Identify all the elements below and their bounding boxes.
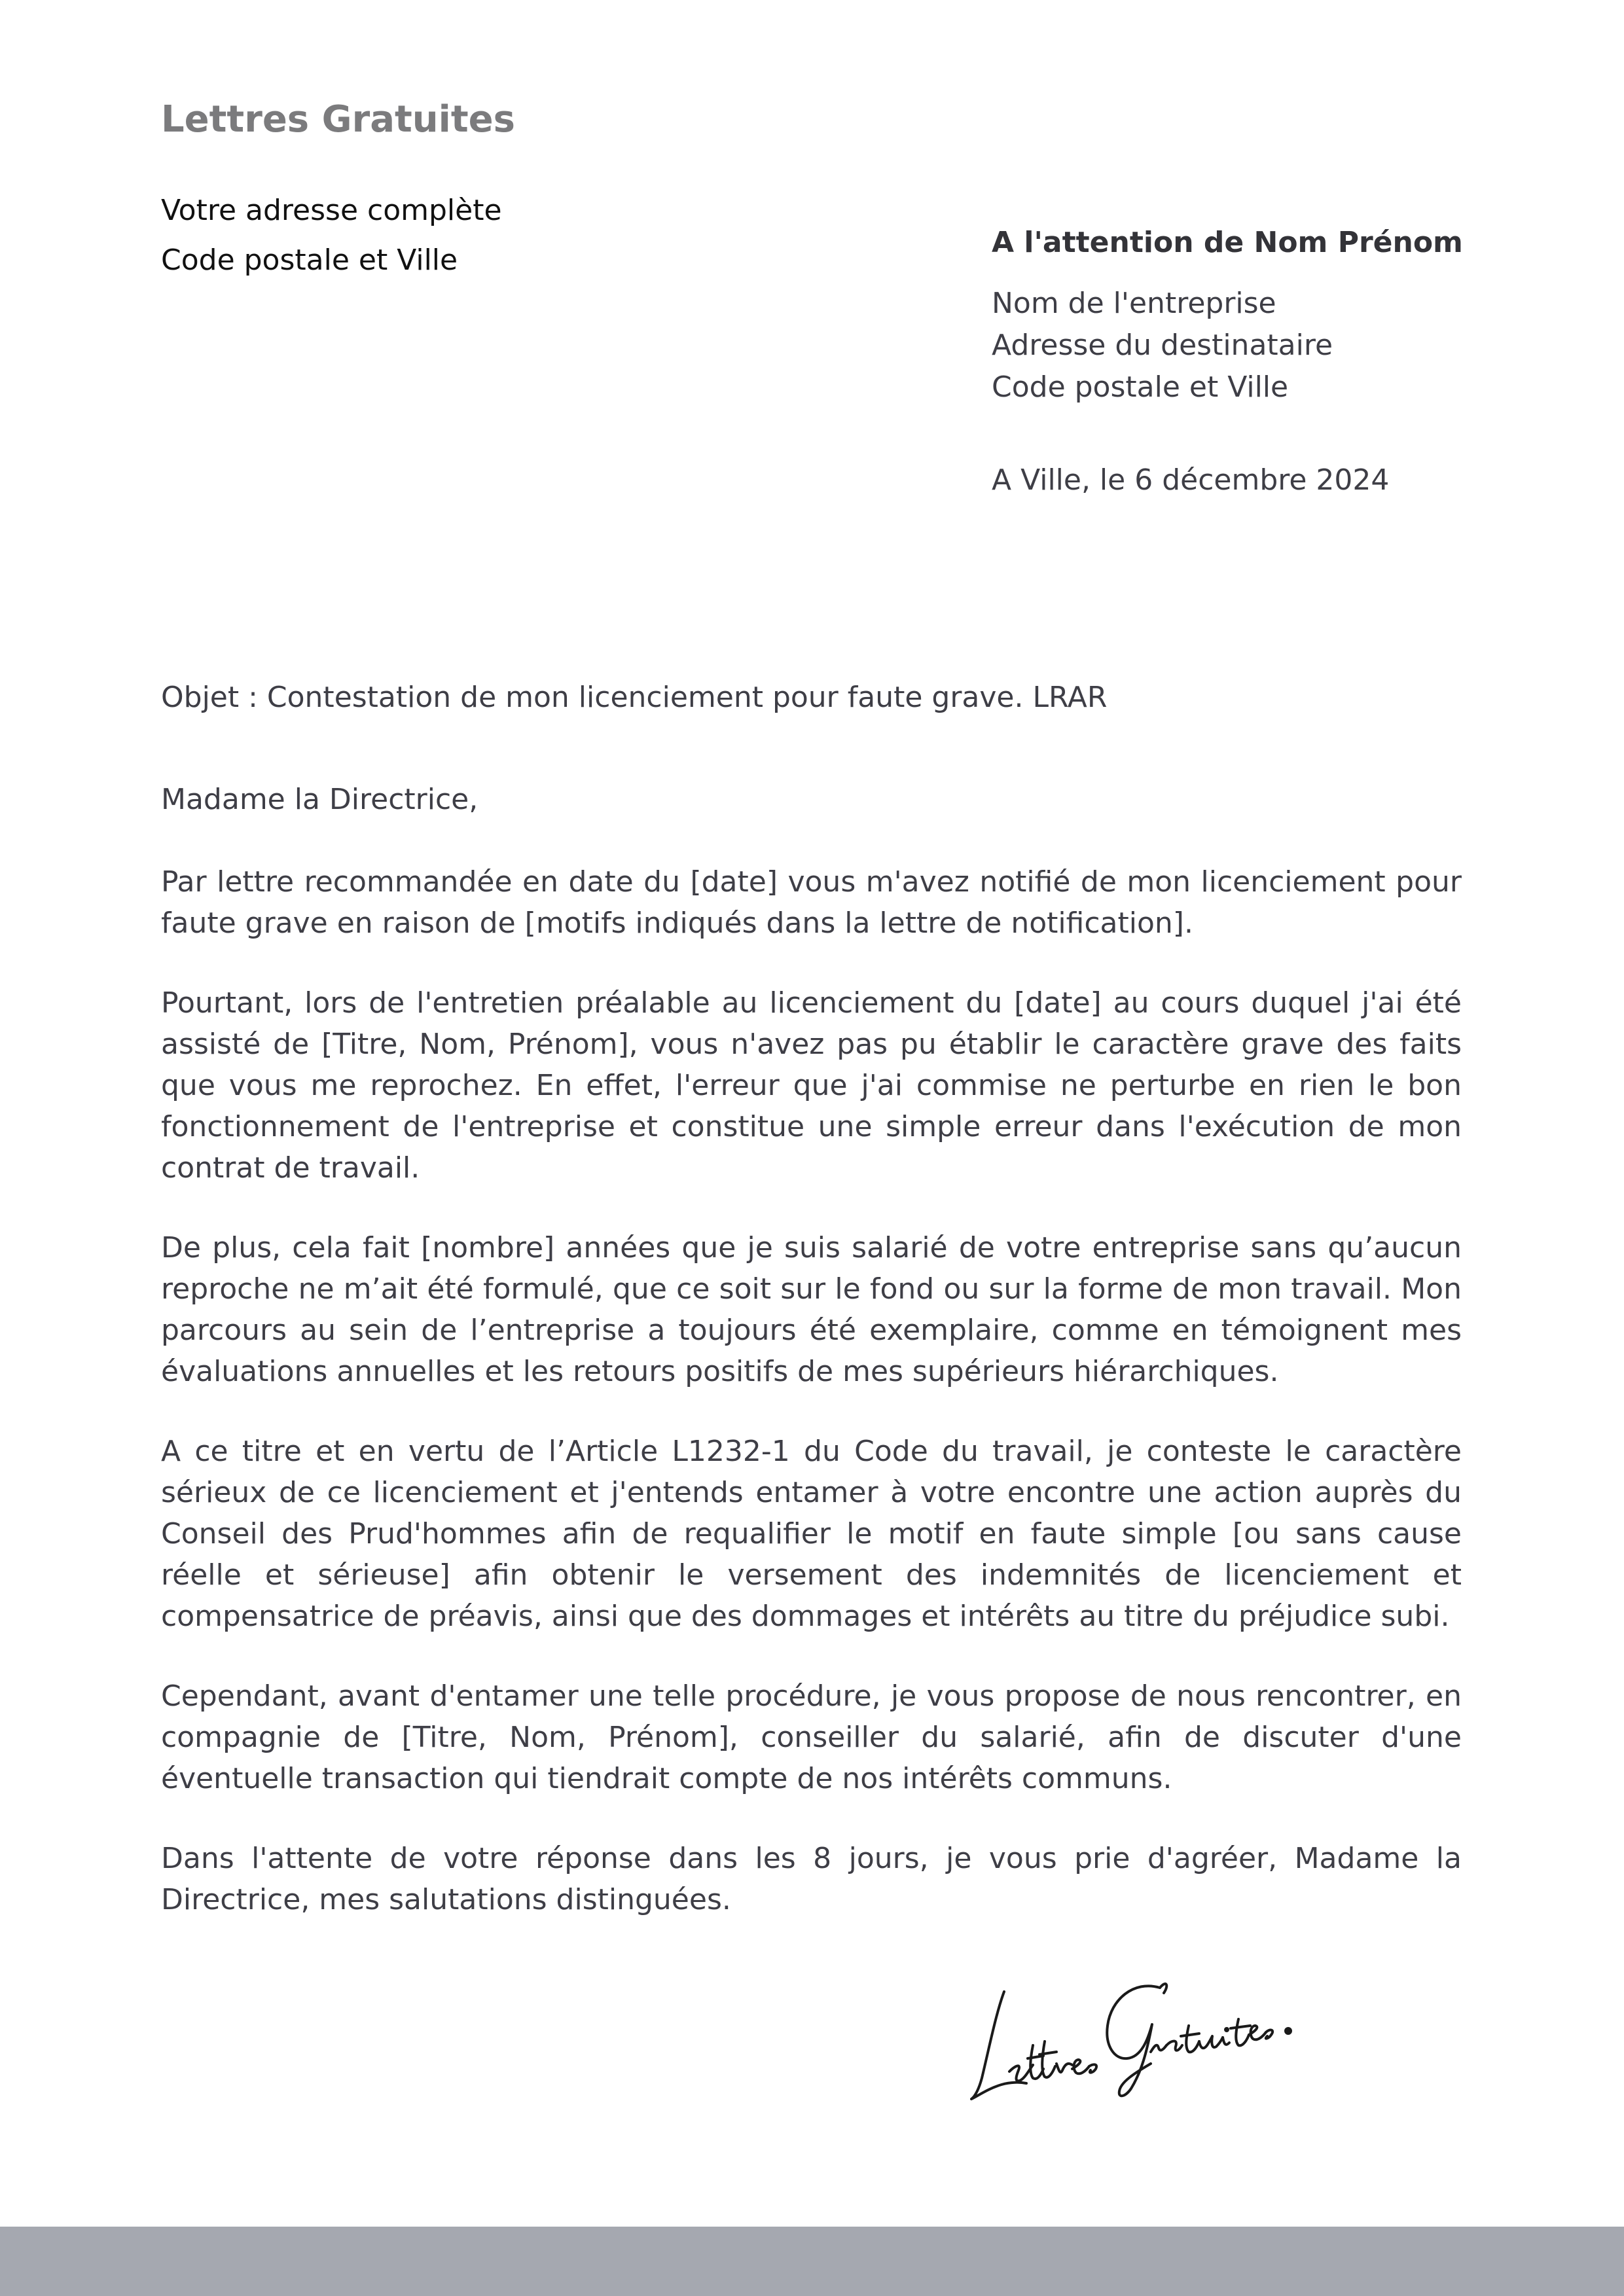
salutation: Madame la Directrice, <box>161 783 478 816</box>
sender-address <box>161 186 502 285</box>
recipient-attention: A l'attention de Nom Prénom <box>992 226 1463 259</box>
sender-city-line: Code postale et Ville <box>161 243 458 277</box>
handwritten-signature <box>970 1954 1337 2111</box>
subject-line: Objet : Contestation de mon licenciement pour faute grave. LRAR <box>161 681 1108 714</box>
body-paragraph: Par lettre recommandée en date du [date] vous m'avez notifié de mon licenciement pour faute grave en raison de [motifs indiqués dans la lettre de notification]. <box>161 865 1462 940</box>
body-paragraph: A ce titre et en vertu de l’Article L1232-1 du Code du travail, je conteste le caractère sérieux de ce licenciement et j'entends entamer à votre encontre une action auprès du Conseil des Prud'hommes afin de requalifier le motif en faute simple [ou sans cause réelle et sérieuse] afin obtenir le versement des indemnités de licenciement et compensatrice de préavis, ainsi que des dommages et intérêts au titre du préjudice subi. <box>161 1435 1462 1633</box>
body-paragraph: Pourtant, lors de l'entretien préalable au licenciement du [date] au cours duquel j'ai été assisté de [Titre, Nom, Prénom], vous n'avez pas pu établir le caractère grave des faits que vous me reprochez. En effet, l'erreur que j'ai commise ne perturbe en rien le bon fonctionnement de l'entreprise et constitue une simple erreur dans l'exécution de mon contrat de travail. <box>161 986 1462 1185</box>
body-paragraph: Cependant, avant d'entamer une telle procédure, je vous propose de nous rencontrer, en compagnie de [Titre, Nom, Prénom], conseiller du salarié, afin de discuter d'une éventuelle transaction qui tiendrait compte de nos intérêts communs. <box>161 1679 1462 1795</box>
recipient-address: Adresse du destinataire <box>992 329 1333 362</box>
footer-bar <box>0 2227 1624 2296</box>
body-paragraph: Dans l'attente de votre réponse dans les 8 jours, je vous prie d'agréer, Madame la Directrice, mes salutations distinguées. <box>161 1842 1462 1916</box>
letter-body <box>161 861 1462 1959</box>
recipient-company: Nom de l'entreprise <box>992 287 1276 320</box>
body-paragraph: De plus, cela fait [nombre] années que je suis salarié de votre entreprise sans qu’aucun reproche ne m’ait été formulé, que ce soit sur le fond ou sur la forme de mon travail. Mon parcours au sein de l’entreprise a toujours été exemplaire, comme en témoignent mes évaluations annuelles et les retours positifs de mes supérieurs hiérarchiques. <box>161 1231 1462 1388</box>
sender-address-line: Votre adresse complète <box>161 194 502 227</box>
brand-title: Lettres Gratuites <box>161 98 515 141</box>
recipient-block <box>992 220 1463 408</box>
date-line: A Ville, le 6 décembre 2024 <box>992 463 1390 497</box>
recipient-city: Code postale et Ville <box>992 370 1289 404</box>
